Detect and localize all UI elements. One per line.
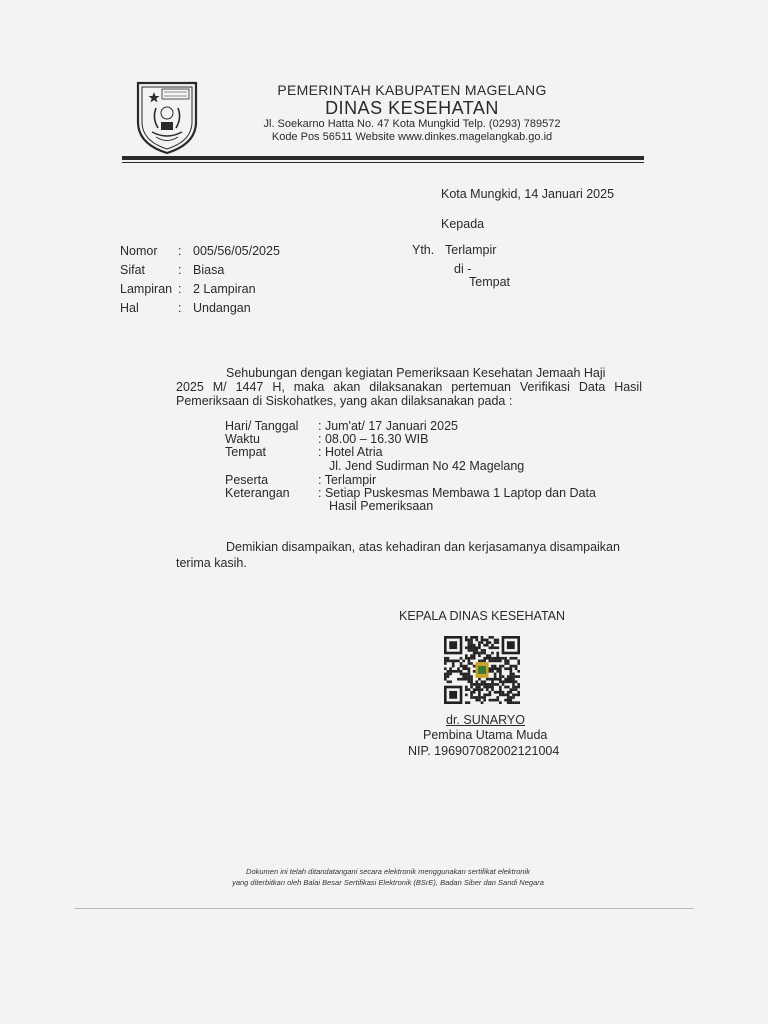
recipient-name: Terlampir [445, 243, 497, 257]
letterhead-government-name: PEMERINTAH KABUPATEN MAGELANG [277, 82, 547, 98]
recipient-yth: Yth. [412, 243, 435, 257]
detail-label-peserta: Peserta [225, 473, 269, 487]
letterhead-divider-thick [122, 156, 644, 160]
letterhead-divider-thin [122, 162, 644, 163]
qr-code-icon [444, 636, 520, 704]
meta-value-nomor: 005/56/05/2025 [193, 244, 280, 258]
letterhead-postcode-website: Kode Pos 56511 Website www.dinkes.magelangkab.go.id [271, 131, 553, 143]
letterhead-agency-name: DINAS KESEHATAN [325, 98, 499, 118]
detail-label-waktu: Waktu [225, 432, 260, 446]
detail-label-keterangan: Keterangan [225, 486, 290, 500]
electronic-signature-note [0, 866, 768, 888]
detail-value-keterangan-cont: Hasil Pemeriksaan [329, 499, 434, 513]
detail-label-hari-tanggal: Hari/ Tanggal [225, 419, 299, 433]
letterhead-address: Jl. Soekarno Hatta No. 47 Kota Mungkid Telp. (0293) 789572 [263, 118, 561, 130]
bottom-divider [74, 908, 694, 909]
meta-label-nomor: Nomor [120, 244, 158, 258]
meta-value-hal: Undangan [193, 301, 251, 315]
body-paragraph-intro-line1: Sehubungan dengan kegiatan Pemeriksaan Kesehatan Jemaah Haji [226, 366, 606, 380]
meta-colon: : [178, 244, 182, 258]
detail-value-tempat: : Hotel Atria [318, 445, 383, 459]
body-paragraph-intro-line2: 2025 M/ 1447 H, maka akan dilaksanakan pertemuan Verifikasi Data Hasil [176, 380, 642, 394]
meta-colon: : [178, 263, 182, 277]
body-paragraph-closing [176, 539, 644, 571]
detail-value-address: Jl. Jend Sudirman No 42 Magelang [329, 459, 525, 473]
meta-label-sifat: Sifat [120, 263, 146, 277]
meta-value-sifat: Biasa [193, 263, 225, 277]
detail-value-keterangan: : Setiap Puskesmas Membawa 1 Laptop dan Data [318, 486, 596, 500]
place-date: Kota Mungkid, 14 Januari 2025 [441, 187, 615, 201]
detail-value-waktu: : 08.00 – 16.30 WIB [318, 432, 429, 446]
meta-label-hal: Hal [120, 301, 139, 315]
detail-value-hari-tanggal: : Jum'at/ 17 Januari 2025 [318, 419, 458, 433]
recipient-tempat: Tempat [469, 275, 510, 289]
body-paragraph-closing-line1: Demikian disampaikan, atas kehadiran dan kerjasamanya disampaikan [226, 540, 620, 554]
electronic-signature-note-line2: yang diterbitkan oleh Balai Besar Sertifikasi Elektronik (BSrE), Badan Siber dan Sandi Negara [232, 878, 544, 887]
signature-rank: Pembina Utama Muda [423, 728, 548, 742]
recipient-kepada: Kepada [441, 217, 485, 231]
signature-nip: NIP. 196907082002121004 [408, 744, 560, 758]
detail-label-tempat: Tempat [225, 445, 266, 459]
meta-colon: : [178, 301, 182, 315]
signature-title: KEPALA DINAS KESEHATAN [399, 609, 566, 623]
electronic-signature-note-line1: Dokumen ini telah ditandatangani secara elektronik menggunakan sertifikat elektronik [246, 867, 530, 876]
recipient-di: di - [454, 262, 472, 276]
body-paragraph-intro [176, 366, 642, 408]
meta-value-lampiran: 2 Lampiran [193, 282, 256, 296]
meta-label-lampiran: Lampiran [120, 282, 173, 296]
signature-name: dr. SUNARYO [446, 713, 525, 727]
body-paragraph-closing-line2: terima kasih. [176, 556, 247, 570]
meta-colon: : [178, 282, 182, 296]
detail-value-peserta: : Terlampir [318, 473, 377, 487]
body-paragraph-intro-line3: Pemeriksaan di Siskohatkes, yang akan dilaksanakan pada : [176, 394, 513, 408]
